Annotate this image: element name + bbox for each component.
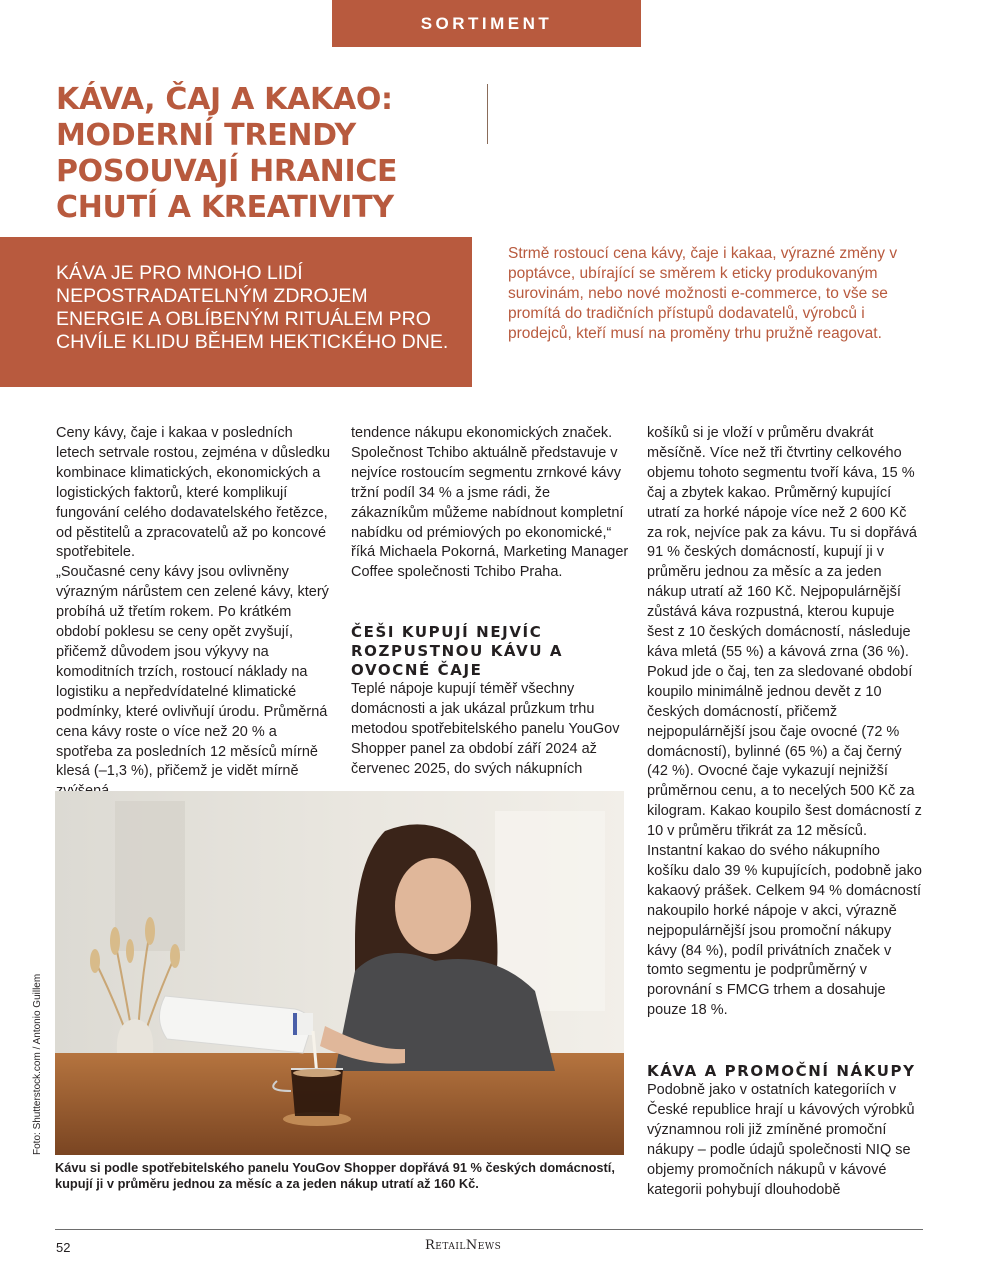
lead-text: KÁVA JE PRO MNOHO LIDÍ NEPOSTRADATELNÝM ZDROJEM ENERGIE A OBLÍBENÝM RITUÁLEM PRO CHVÍLE KLIDU BĚHEM HEKTICKÉHO DNE. [56, 262, 449, 353]
paragraph: košíků si je vloží v průměru dvakrát měsíčně. Více než tři čtvrtiny celkového objemu tohoto segmentu tvoří káva, 15 % čaj a zbytek kakao. Průměrný kupující utratí za horké nápoje více než 2 600 Kč za rok, nejvíce pak za kávu. Tu si dopřává 91 % českých domácností, kupují ji v průměru jednou za měsíc a za jeden nákup utratí až 160 Kč. Nejpopulárnější zůstává káva rozpustná, kterou kupuje šest z 10 českých domácností, následuje káva mletá (55 %) a kávová zrna (36 %). Pokud jde o čaj, ten za sledované období koupilo minimálně jednou devět z 10 českých domácností, přičemž nejpopulárnější jsou čaje ovocné (72 % domácností), bylinné (65 %) a čaj černý (42 %). Ovocné čaje vykazují nejnižší průměrnou cenu, a to necelých 500 Kč za kilogram. Kakao koupilo šest domácností z 10 v průměru třikrát za 12 měsíců. Instantní kakao do svého nákupního košíku dalo 39 % kupujících, podobně jako kakaový prášek. Celkem 94 % domácností nakoupilo horké nápoje v akci, výrazně nejpopulárnější jsou promoční nákupy kávy (84 %), podíl privátních značek v tomto segmentu je podprůměrný v porovnání s FMCG trhem a dosahuje pouze 18 %. [647, 425, 922, 1019]
headline-divider [487, 84, 488, 144]
photo-illustration [55, 791, 624, 1155]
publication-logo: RetailNews [425, 1238, 502, 1253]
article-headline: KÁVA, ČAJ A KAKAO: MODERNÍ TRENDY POSOUVAJÍ HRANICE CHUTÍ A KREATIVITY [56, 82, 398, 225]
photo-credit: Foto: Shutterstock.com / Antonio Guillem [32, 973, 43, 1155]
photo-caption: Kávu si podle spotřebitelského panelu YouGov Shopper dopřává 91 % českých domácností, kupují ji v průměru jednou za měsíc a za jeden nákup utratí až 160 Kč. [55, 1160, 615, 1191]
perex: Strmě rostoucí cena kávy, čaje i kakaa, výrazné změny v poptávce, ubírající se směrem k eticky produkovaným surovinám, nebo nové možnosti e-commerce, to vše se promítá do tradičních přístupů dodavatelů, výrobců i prodejců, kteří musí na proměny trhu pružně reagovat. [508, 245, 898, 342]
paragraph: Podobně jako v ostatních kategoriích v České republice hrají u kávových výrobků významnou roli již zmíněné promoční nákupy – podle údajů společnosti NIQ se objemy promočních nákupů v kávové kategorii pohybují dlouhodobě [647, 1082, 915, 1198]
subheading: KÁVA A PROMOČNÍ NÁKUPY [647, 1062, 916, 1081]
footer-divider [55, 1229, 923, 1230]
subheading: ČEŠI KUPUJÍ NEJVÍC ROZPUSTNOU KÁVU A OVOCNÉ ČAJE [351, 623, 564, 680]
section-label: SORTIMENT [420, 13, 553, 33]
text-column-1 [56, 424, 334, 802]
text-column-2 [351, 424, 629, 780]
paragraph: „Současné ceny kávy jsou ovlivněny výrazným nárůstem cen zelené kávy, který probíhá už třetím rokem. Po krátkém období poklesu se ceny opět zvyšují, přičemž důvodem jsou výkyvy na komoditních trzích, rostoucí náklady na logistiku a nepředvídatelné klimatické podmínky, které ovlivňují úrodu. Průměrná cena kávy roste o více než 20 % a spotřeba za posledních 12 měsíců mírně klesá (–1,3 %), přičemž je vidět mírně [56, 564, 329, 780]
page-number: 52 [56, 1240, 71, 1255]
section-banner [332, 0, 641, 47]
article-photo [55, 791, 624, 1155]
paragraph: Ceny kávy, čaje i kakaa v posledních letech setrvale rostou, zejména v důsledku kombinace klimatických, ekonomických a logistických faktorů, které komplikují fungování celého dodavatelského řetězce, od pěstitelů a zpracovatelů až po koncové spotřebitele. [56, 425, 331, 561]
text-column-3 [647, 424, 925, 1201]
paragraph: Teplé nápoje kupují téměř všechny domácnosti a jak ukázal průzkum trhu metodou spotřebitelského panelu YouGov Shopper panel za období září 2024 až červenec 2025, do svých nákupních [351, 681, 620, 777]
paragraph: tendence nákupu ekonomických značek. Společnost Tchibo aktuálně představuje v nejvíce rostoucím segmentu zrnkové kávy tržní podíl 34 % a jsme rádi, že zákazníkům můžeme nabídnout kompletní nabídku od prémiových po ekonomické,“ říká Michaela Pokorná, Marketing Manager Coffee společnosti Tchibo Praha. [351, 425, 629, 581]
